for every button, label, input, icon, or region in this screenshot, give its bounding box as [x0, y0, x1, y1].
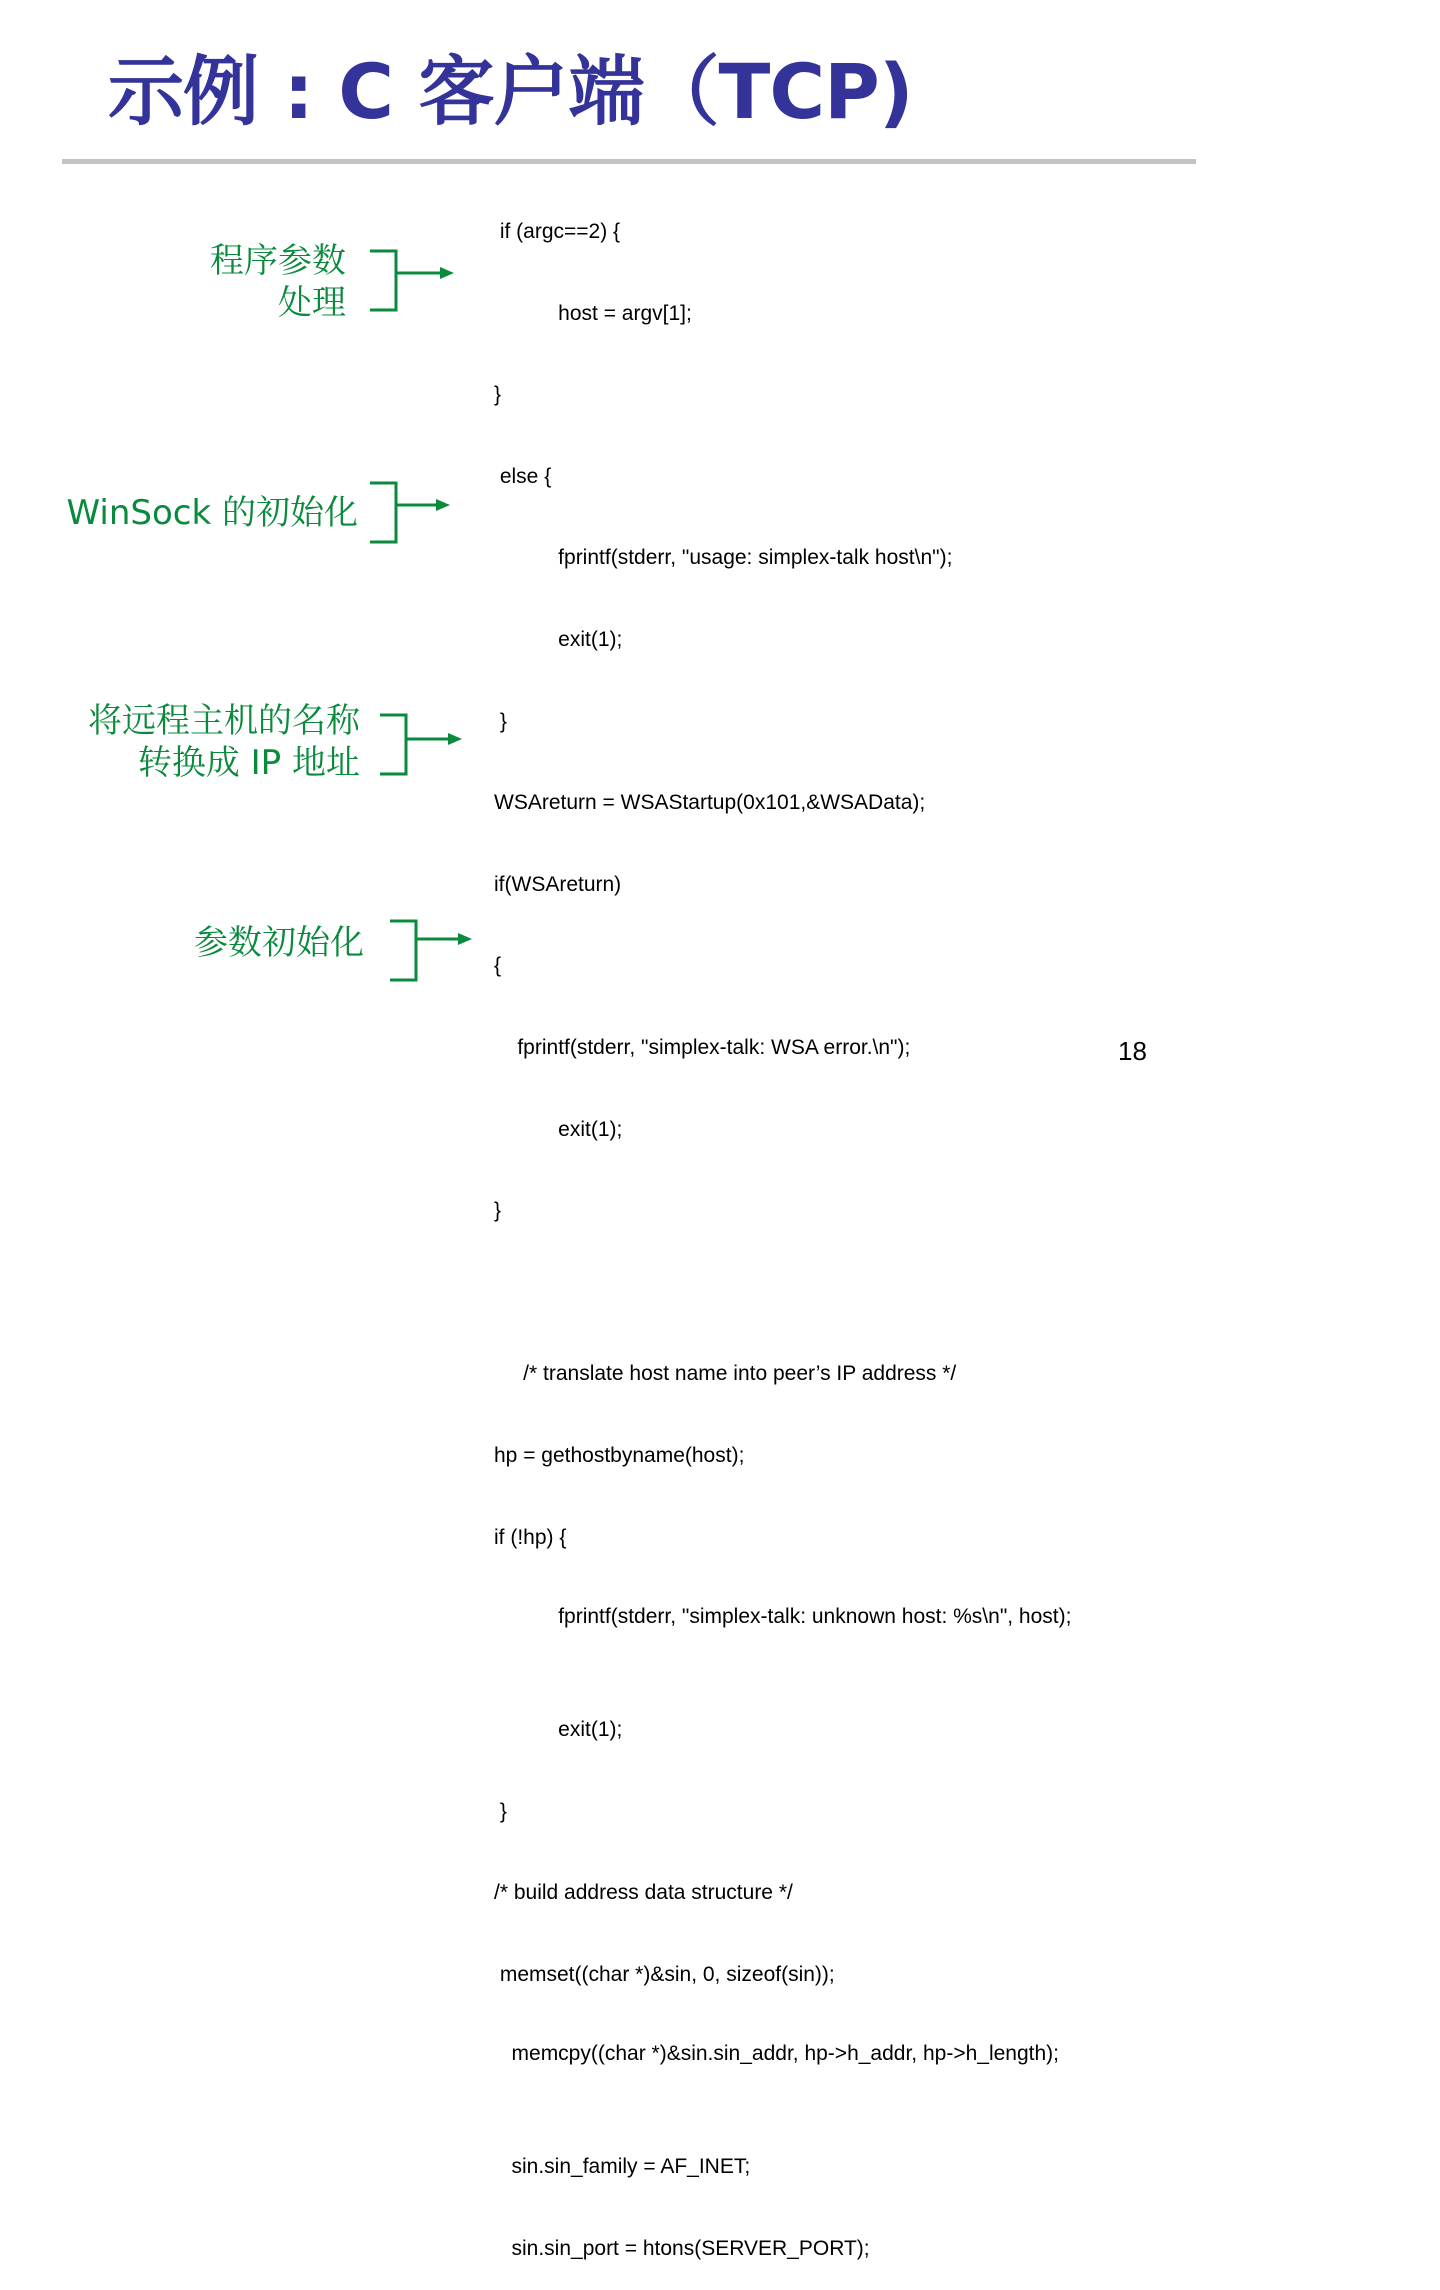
annotation-line: 程序参数: [210, 241, 346, 281]
bracket-arrow-icon: [378, 712, 468, 778]
code-line: /* translate host name into peer’s IP address */: [494, 1362, 957, 1386]
code-line: exit(1);: [494, 1718, 623, 1742]
code-line: sin.sin_family = AF_INET;: [494, 2155, 751, 2179]
code-line: }: [494, 383, 502, 407]
annotation-param-init: [194, 922, 364, 964]
bracket-arrow-icon: [388, 918, 478, 984]
code-line: memset((char *)&sin, 0, sizeof(sin));: [494, 1962, 835, 1986]
code-line: hp = gethostbyname(host);: [494, 1443, 745, 1467]
code-line: /* build address data structure */: [494, 1881, 793, 1905]
annotation-winsock-init: [67, 492, 358, 534]
code-line: WSAreturn = WSAStartup(0x101,&WSAData);: [494, 791, 926, 815]
code-line: [494, 1276, 1134, 1310]
annotation-hostname-resolve: [88, 700, 360, 784]
code-line: exit(1);: [494, 627, 623, 651]
code-line: fprintf(stderr, "simplex-talk: unknown host: %s\n", host);: [494, 1605, 1072, 1629]
code-line: fprintf(stderr, "usage: simplex-talk host\n");: [494, 546, 953, 570]
slide-title: 示例 : C 客户端（TCP): [108, 47, 913, 136]
code-line: else {: [494, 464, 552, 488]
code-line: }: [494, 709, 507, 733]
code-line: exit(1);: [494, 1117, 623, 1141]
title-divider: [62, 159, 1196, 164]
code-line: memcpy((char *)&sin.sin_addr, hp->h_addr, hp->h_length);: [494, 2042, 1059, 2066]
code-line: {: [494, 954, 502, 978]
code-block: [494, 167, 1134, 2290]
page-number: 18: [1118, 1036, 1147, 1066]
annotation-line: WinSock 的初始化: [66, 493, 358, 533]
code-line: if (!hp) {: [494, 1525, 567, 1549]
code-line: if(WSAreturn): [494, 872, 622, 896]
annotation-line: 处理: [278, 283, 346, 323]
annotation-arg-processing: [210, 240, 346, 324]
code-line: host = argv[1];: [494, 301, 692, 325]
code-line: }: [494, 1799, 507, 1823]
code-line: fprintf(stderr, "simplex-talk: WSA error.\n");: [494, 1035, 911, 1059]
code-line: sin.sin_port = htons(SERVER_PORT);: [494, 2237, 870, 2261]
code-line: if (argc==2) {: [494, 220, 621, 243]
annotation-line: 转换成 IP 地址: [137, 743, 360, 783]
code-line: }: [494, 1199, 502, 1223]
annotation-line: 参数初始化: [194, 923, 364, 963]
bracket-arrow-icon: [368, 480, 458, 546]
annotation-line: 将远程主机的名称: [88, 701, 360, 741]
bracket-arrow-icon: [368, 248, 458, 314]
